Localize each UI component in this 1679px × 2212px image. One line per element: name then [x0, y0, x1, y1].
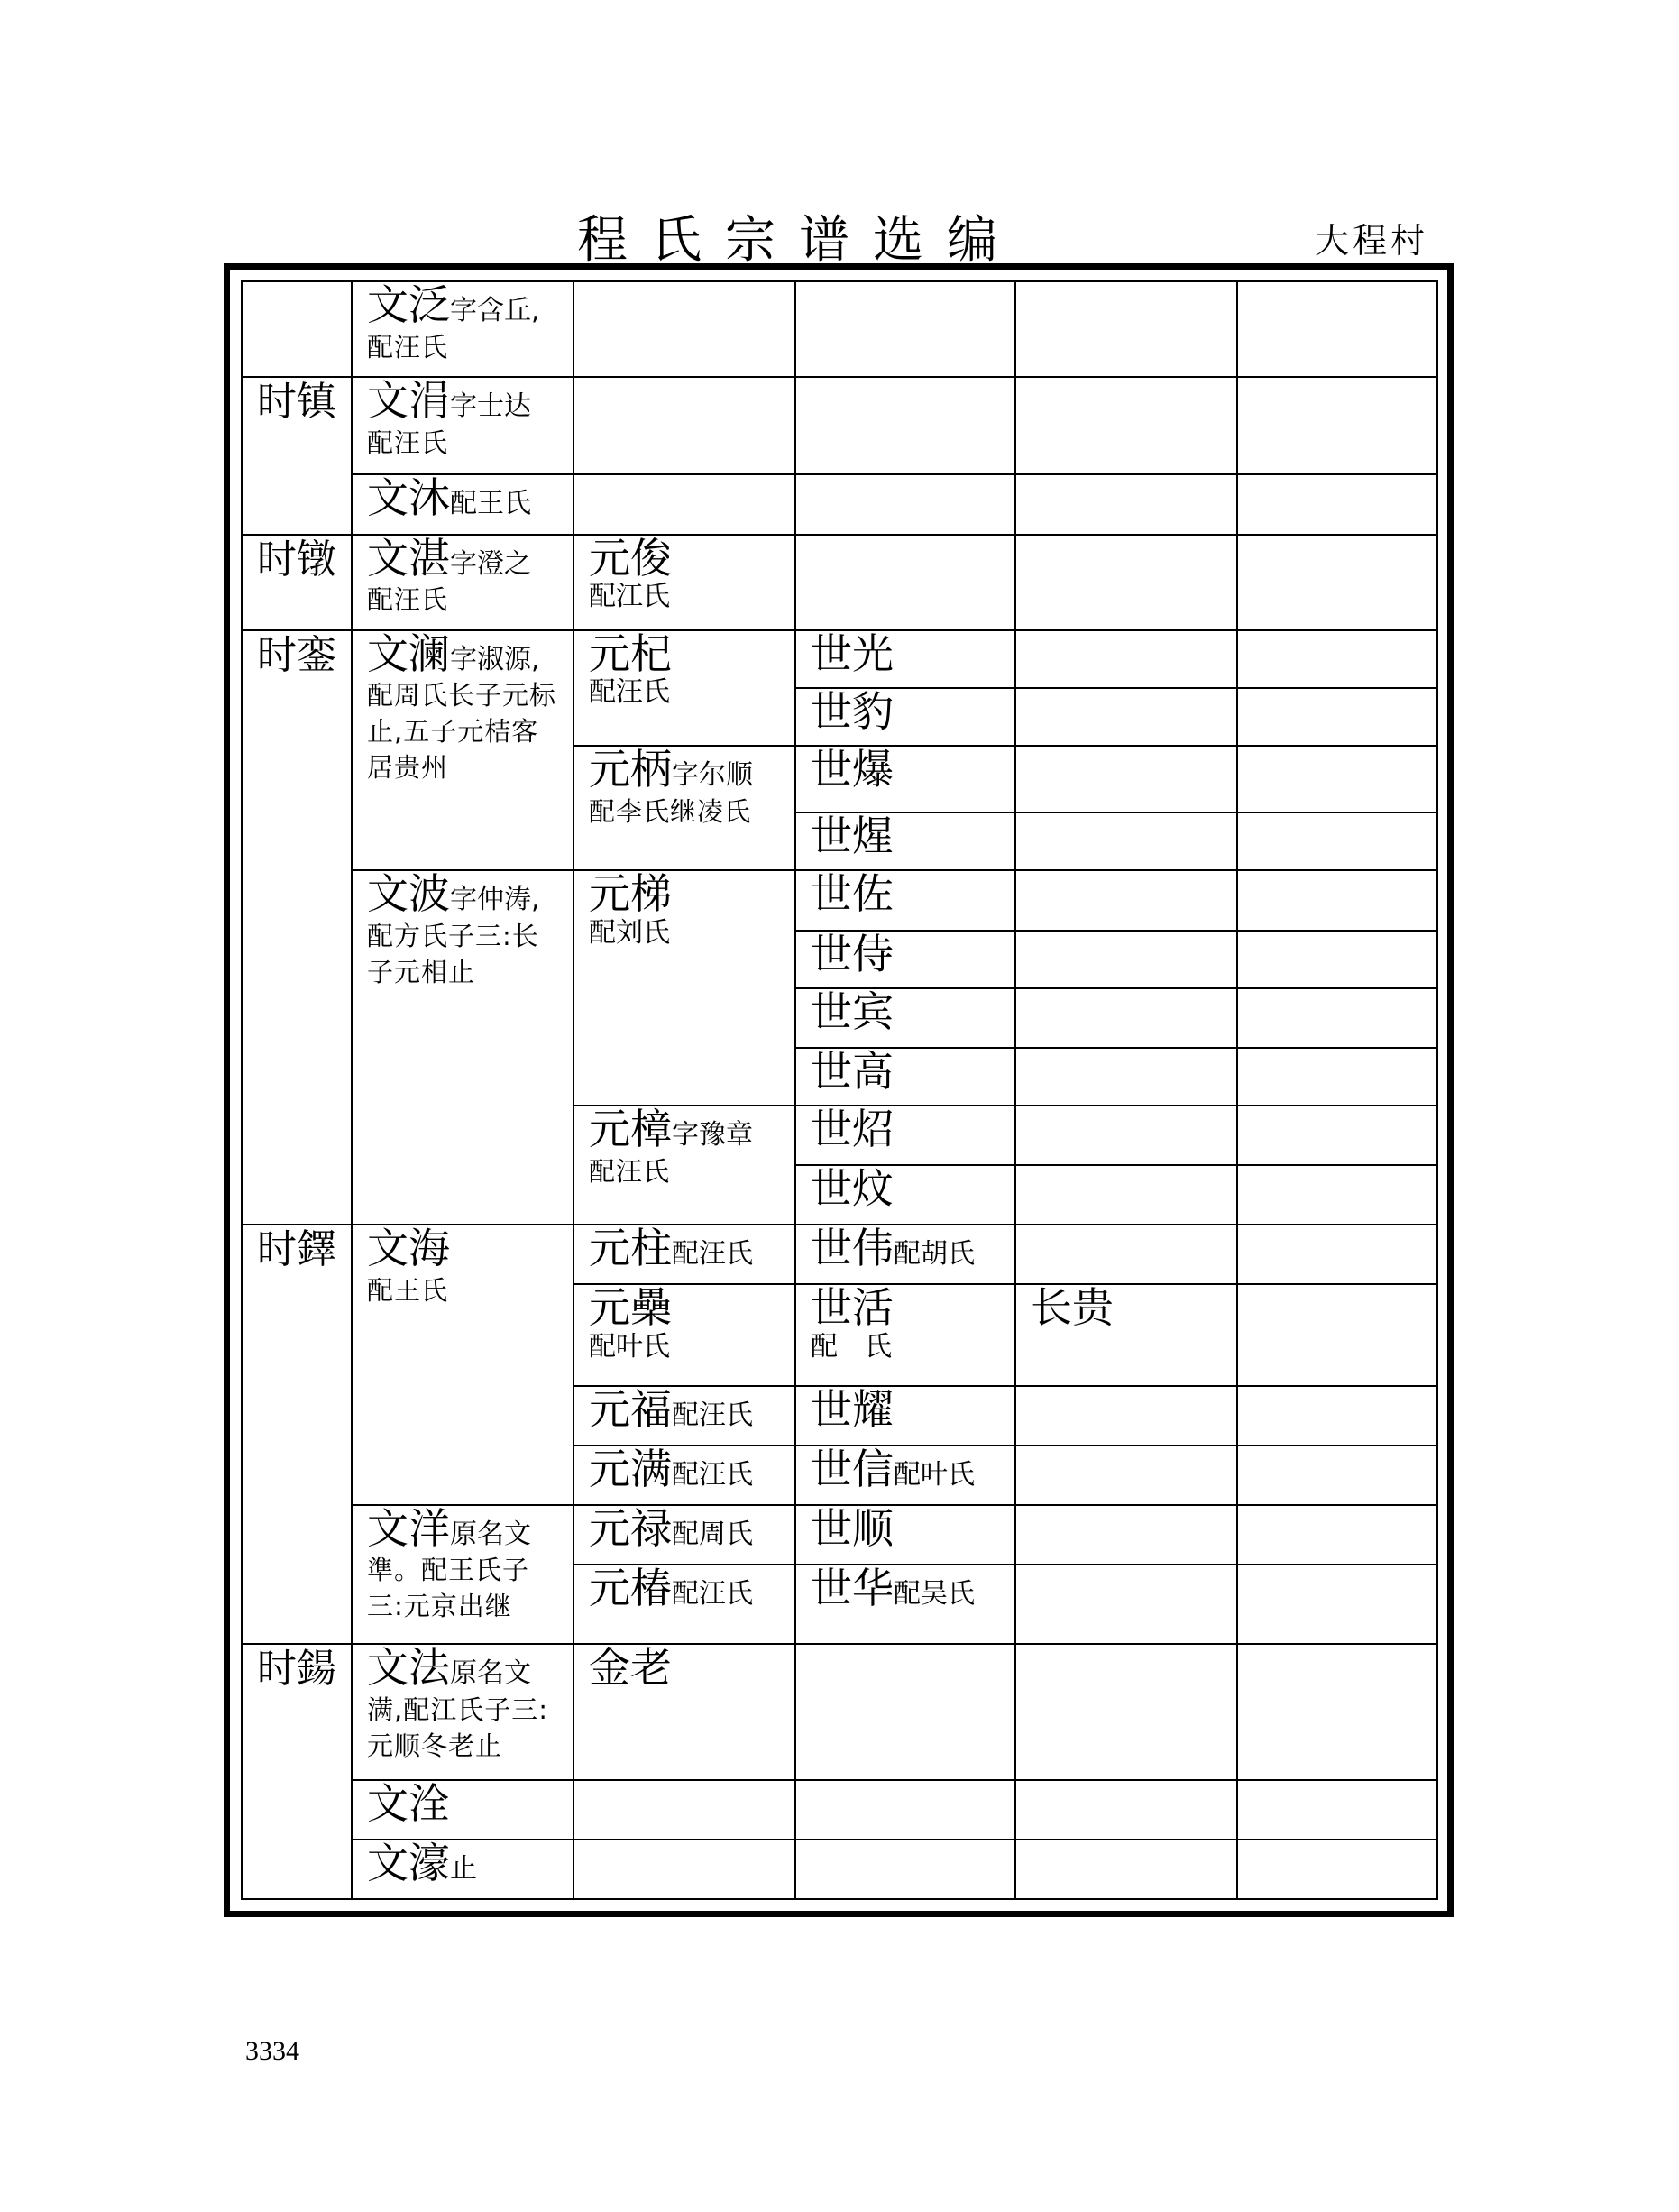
person-cell: 世炤 — [795, 1106, 1015, 1165]
generation-cell-empty — [242, 281, 352, 377]
village-name: 大程村 — [1315, 221, 1429, 261]
person-cell: 世炆 — [795, 1165, 1015, 1225]
person-cell: 世豹 — [795, 688, 1015, 746]
person-cell: 世耀 — [795, 1386, 1015, 1446]
person-cell: 世光 — [795, 630, 1015, 688]
person-cell: 元俊 配江氏 — [573, 535, 795, 630]
page-title: 程氏宗谱选编 — [577, 211, 1021, 270]
person-cell: 元樟字豫章 配汪氏 — [573, 1106, 795, 1225]
table-row — [242, 377, 1437, 474]
person-cell: 文涓字士达 配汪氏 — [352, 377, 573, 474]
person-cell: 元椿配汪氏 — [573, 1565, 795, 1644]
person-cell: 元櫐 配叶氏 — [573, 1284, 795, 1385]
person-cell: 元柄字尔顺 配李氏继凌氏 — [573, 746, 795, 870]
person-cell: 世宾 — [795, 988, 1015, 1048]
person-cell: 文湛字澄之 配汪氏 — [352, 535, 573, 630]
page-number: 3334 — [245, 2036, 299, 2066]
person-cell: 文沐配王氏 — [352, 474, 573, 534]
person-cell: 世爆 — [795, 746, 1015, 812]
generation-cell: 时銮 — [242, 630, 352, 1225]
person-cell: 文波字仲涛, 配方氏子三:长子元相止 — [352, 870, 573, 1225]
person-cell: 元满配汪氏 — [573, 1446, 795, 1505]
person-cell: 文洋原名文 準。配王氏子三:元京出继 — [352, 1505, 573, 1644]
person-cell: 文法原名文 满,配江氏子三:元顺冬老止 — [352, 1644, 573, 1779]
person-cell: 元杞 配汪氏 — [573, 630, 795, 746]
person-cell: 世佐 — [795, 870, 1015, 930]
person-cell: 文泛字含丘, 配汪氏 — [352, 281, 573, 377]
person-cell: 元梯 配刘氏 — [573, 870, 795, 1106]
table-row — [242, 535, 1437, 630]
person-cell: 世信配叶氏 — [795, 1446, 1015, 1505]
table-row — [242, 1840, 1437, 1899]
table-row — [242, 1644, 1437, 1779]
person-cell: 文洤 — [352, 1780, 573, 1840]
person-cell: 长贵 — [1015, 1284, 1237, 1385]
genealogy-table — [241, 280, 1438, 1900]
person-cell: 世高 — [795, 1048, 1015, 1106]
person-cell: 世华配吴氏 — [795, 1565, 1015, 1644]
person-cell: 元柱配汪氏 — [573, 1225, 795, 1284]
person-cell: 世顺 — [795, 1505, 1015, 1565]
generation-cell: 时镦 — [242, 535, 352, 630]
person-cell: 世伟配胡氏 — [795, 1225, 1015, 1284]
table-row — [242, 474, 1437, 534]
person-cell: 世煋 — [795, 812, 1015, 870]
person-cell: 世侍 — [795, 931, 1015, 988]
genealogy-table-frame — [224, 263, 1454, 1917]
table-row — [242, 630, 1437, 688]
table-row — [242, 1225, 1437, 1284]
table-row — [242, 1505, 1437, 1565]
table-row — [242, 870, 1437, 930]
table-row — [242, 1780, 1437, 1840]
person-cell: 金老 — [573, 1644, 795, 1779]
table-row — [242, 281, 1437, 377]
person-cell: 文濠止 — [352, 1840, 573, 1899]
generation-cell: 时鐸 — [242, 1225, 352, 1644]
person-cell: 文海 配王氏 — [352, 1225, 573, 1505]
person-cell: 元禄配周氏 — [573, 1505, 795, 1565]
generation-cell: 时镇 — [242, 377, 352, 534]
person-cell: 世活 配 氏 — [795, 1284, 1015, 1385]
generation-cell: 时鍚 — [242, 1644, 352, 1899]
person-cell: 元福配汪氏 — [573, 1386, 795, 1446]
person-cell: 文澜字淑源, 配周氏长子元标止,五子元桔客居贵州 — [352, 630, 573, 871]
